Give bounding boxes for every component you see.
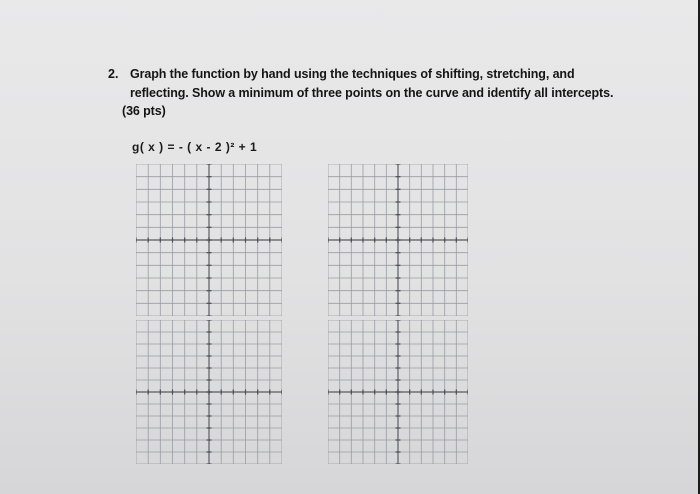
problem-points: (36 pts): [122, 104, 166, 118]
grid-top-left: [136, 164, 282, 316]
function-definition: g( x ) = - ( x - 2 )² + 1: [132, 140, 258, 154]
grid-bottom-left: [136, 320, 282, 464]
grid-top-right: [328, 164, 468, 316]
problem-text-line-2: reflecting. Show a minimum of three points on the curve and identify all intercepts.: [130, 86, 614, 100]
grid-bottom-right: [328, 320, 468, 464]
problem-text-line-1: Graph the function by hand using the techniques of shifting, stretching, and: [130, 67, 575, 81]
problem-number: 2.: [108, 67, 119, 81]
